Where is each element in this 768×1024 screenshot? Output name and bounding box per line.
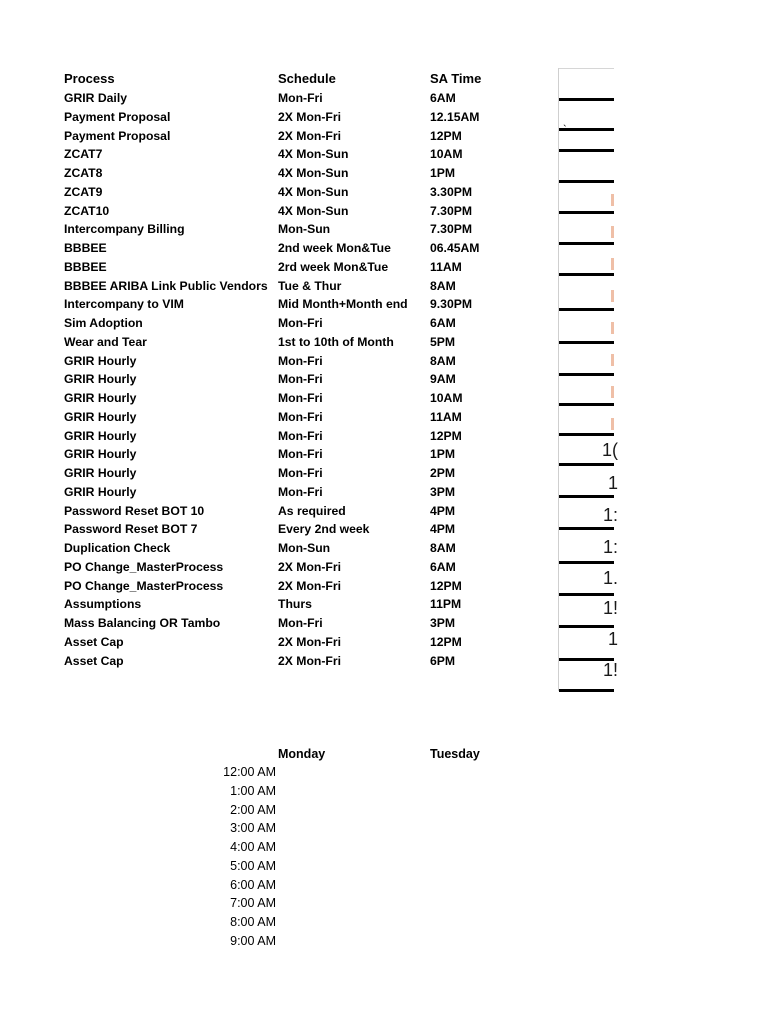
process-cell: GRIR Hourly: [64, 391, 137, 405]
process-cell: Asset Cap: [64, 634, 124, 649]
schedule-cell: 1st to 10th of Month: [278, 334, 394, 349]
panel-clipped-number: 1: [607, 473, 618, 493]
calendar-time-slot: 1:00 AM: [230, 783, 276, 798]
panel-clipped-number: 1!: [602, 598, 618, 618]
schedule-cell: Mon-Fri: [278, 316, 323, 330]
process-cell: GRIR Hourly: [64, 466, 137, 480]
schedule-cell: 2X Mon-Fri: [278, 634, 341, 649]
panel-divider-line: [559, 403, 614, 406]
sa-time-cell: 5PM: [430, 334, 456, 349]
sa-time-cell: 6PM: [430, 653, 456, 668]
panel-divider-line: [559, 128, 614, 131]
process-cell: Assumptions: [64, 597, 142, 612]
schedule-cell: 2X Mon-Fri: [278, 559, 341, 574]
process-cell: GRIR Hourly: [64, 484, 137, 499]
schedule-cell: Mon-Sun: [278, 222, 331, 237]
sa-time-cell: 11AM: [430, 259, 462, 274]
sa-time-cell: 9.30PM: [430, 297, 473, 312]
sa-time-cell: 12PM: [430, 578, 462, 593]
panel-clipped-glyph: [611, 258, 614, 270]
schedule-cell: 2nd week Mon&Tue: [278, 241, 391, 255]
schedule-cell: Every 2nd week: [278, 522, 370, 537]
process-cell: Password Reset BOT 7: [64, 522, 198, 537]
schedule-cell: As required: [278, 503, 346, 518]
panel-clipped-glyph: [611, 194, 614, 206]
process-cell: BBBEE ARIBA Link Public Vendors: [64, 278, 268, 293]
schedule-cell: Mon-Fri: [278, 91, 323, 105]
process-cell: BBBEE: [64, 241, 107, 255]
schedule-cell: Mon-Fri: [278, 484, 323, 499]
calendar-day-monday: Monday: [278, 747, 326, 761]
panel-top-border: [559, 68, 614, 69]
panel-divider-line: [559, 211, 614, 214]
schedule-cell: 2rd week Mon&Tue: [278, 259, 389, 274]
sa-time-cell: 6AM: [430, 559, 456, 574]
schedule-cell: 4X Mon-Sun: [278, 147, 349, 162]
calendar-time-slot: 5:00 AM: [230, 858, 276, 873]
process-cell: GRIR Hourly: [64, 372, 137, 387]
panel-clipped-glyph: [611, 290, 614, 302]
panel-divider-line: [559, 149, 614, 152]
process-cell: Intercompany Billing: [64, 222, 185, 237]
sa-time-cell: 8AM: [430, 278, 456, 293]
sa-time-cell: 4PM: [430, 503, 456, 518]
calendar-time-slot: 8:00 AM: [230, 915, 276, 929]
sa-time-cell: 3PM: [430, 484, 456, 499]
process-cell: Password Reset BOT 10: [64, 503, 205, 518]
process-cell: Asset Cap: [64, 653, 124, 668]
calendar-time-slot: 12:00 AM: [223, 765, 276, 779]
panel-clipped-number: 1!: [602, 660, 618, 680]
sa-time-cell: 6AM: [430, 91, 456, 105]
schedule-cell: 4X Mon-Sun: [278, 203, 349, 218]
panel-divider-line: [559, 433, 614, 436]
sa-time-cell: 3.30PM: [430, 184, 473, 199]
sa-time-cell: 12PM: [430, 128, 462, 143]
calendar-time-slot: 9:00 AM: [230, 933, 276, 948]
schedule-cell: Tue & Thur: [278, 278, 342, 293]
panel-divider-line: [559, 527, 614, 530]
process-cell: ZCAT8: [64, 166, 103, 180]
process-cell: ZCAT7: [64, 147, 103, 162]
process-cell: PO Change_MasterProcess: [64, 578, 224, 593]
sa-time-cell: 9AM: [430, 372, 456, 387]
sa-time-cell: 12.15AM: [430, 109, 480, 124]
panel-clipped-glyph: [611, 226, 614, 238]
panel-divider-line: [559, 98, 614, 101]
panel-clipped-glyph: [611, 354, 614, 366]
schedule-cell: 2X Mon-Fri: [278, 109, 341, 124]
panel-clipped-number: 1:: [602, 537, 618, 557]
sa-time-cell: 11PM: [430, 597, 462, 612]
schedule-cell: Mon-Fri: [278, 428, 323, 443]
process-cell: Payment Proposal: [64, 109, 171, 124]
schedule-cell: 2X Mon-Fri: [278, 578, 341, 593]
sa-time-cell: 8AM: [430, 541, 456, 555]
panel-clipped-number: 1: [607, 629, 618, 649]
header-schedule: Schedule: [278, 71, 336, 86]
panel-divider-line: [559, 273, 614, 276]
sa-time-cell: 6AM: [430, 316, 456, 330]
schedule-cell: 2X Mon-Fri: [278, 653, 341, 668]
sa-time-cell: 1PM: [430, 447, 456, 462]
schedule-cell: 4X Mon-Sun: [278, 184, 349, 199]
sa-time-cell: 12PM: [430, 428, 462, 443]
process-cell: Wear and Tear: [64, 334, 147, 349]
sa-time-cell: 3PM: [430, 616, 456, 630]
sa-time-cell: 2PM: [430, 466, 456, 480]
schedule-cell: Mon-Sun: [278, 541, 331, 555]
schedule-cell: Mon-Fri: [278, 466, 323, 480]
schedule-cell: Mon-Fri: [278, 409, 323, 424]
sa-time-cell: 7.30PM: [430, 203, 473, 218]
sa-time-cell: 8AM: [430, 353, 456, 368]
process-cell: Duplication Check: [64, 541, 171, 555]
process-cell: PO Change_MasterProcess: [64, 559, 224, 574]
header-process: Process: [64, 71, 115, 86]
calendar-time-slot: 2:00 AM: [230, 802, 276, 817]
process-cell: GRIR Hourly: [64, 353, 137, 368]
schedule-cell: Mid Month+Month end: [278, 297, 408, 312]
process-cell: Payment Proposal: [64, 128, 171, 143]
panel-clipped-glyph: [611, 322, 614, 334]
sa-time-cell: 7.30PM: [430, 222, 473, 237]
panel-divider-line: [559, 625, 614, 628]
process-cell: GRIR Hourly: [64, 447, 137, 462]
panel-divider-line: [559, 341, 614, 344]
process-cell: ZCAT10: [64, 203, 110, 218]
sa-time-cell: 1PM: [430, 166, 456, 180]
process-cell: Mass Balancing OR Tambo: [64, 616, 221, 630]
panel-divider-line: [559, 180, 614, 183]
schedule-cell: 2X Mon-Fri: [278, 128, 341, 143]
panel-divider-line: [559, 689, 614, 692]
sa-time-cell: 10AM: [430, 147, 463, 162]
schedule-cell: Mon-Fri: [278, 391, 323, 405]
calendar-time-slot: 3:00 AM: [230, 821, 276, 836]
process-cell: GRIR Daily: [64, 91, 127, 105]
panel-clipped-glyph: [611, 418, 614, 430]
calendar-day-tuesday: Tuesday: [430, 747, 480, 761]
sa-time-cell: 10AM: [430, 391, 463, 405]
clipped-side-panel: [558, 68, 618, 691]
process-cell: GRIR Hourly: [64, 428, 137, 443]
process-cell: BBBEE: [64, 259, 107, 274]
sa-time-cell: 12PM: [430, 634, 462, 649]
sa-time-cell: 11AM: [430, 409, 462, 424]
panel-divider-line: [559, 308, 614, 311]
panel-divider-line: [559, 495, 614, 498]
schedule-cell: Mon-Fri: [278, 616, 323, 630]
calendar-time-slot: 4:00 AM: [230, 840, 276, 854]
panel-divider-line: [559, 593, 614, 596]
panel-divider-line: [559, 463, 614, 466]
panel-divider-line: [559, 242, 614, 245]
calendar-time-slot: 6:00 AM: [230, 877, 276, 892]
process-cell: GRIR Hourly: [64, 409, 137, 424]
schedule-cell: Mon-Fri: [278, 372, 323, 387]
panel-clipped-number: 1:: [602, 505, 618, 525]
header-sa-time: SA Time: [430, 71, 482, 86]
process-cell: ZCAT9: [64, 184, 103, 199]
schedule-cell: Mon-Fri: [278, 353, 323, 368]
panel-clipped-glyph: [611, 386, 614, 398]
panel-divider-line: [559, 561, 614, 564]
schedule-cell: 4X Mon-Sun: [278, 166, 349, 180]
calendar-time-slot: 7:00 AM: [230, 896, 276, 911]
panel-clipped-number: 1.: [602, 568, 618, 588]
schedule-cell: Thurs: [278, 597, 312, 612]
process-cell: Sim Adoption: [64, 316, 143, 330]
sa-time-cell: 4PM: [430, 522, 456, 537]
panel-clipped-number: 1(: [601, 440, 618, 460]
panel-divider-line: [559, 373, 614, 376]
process-cell: Intercompany to VIM: [64, 297, 184, 312]
sa-time-cell: 06.45AM: [430, 241, 480, 255]
schedule-cell: Mon-Fri: [278, 447, 323, 462]
